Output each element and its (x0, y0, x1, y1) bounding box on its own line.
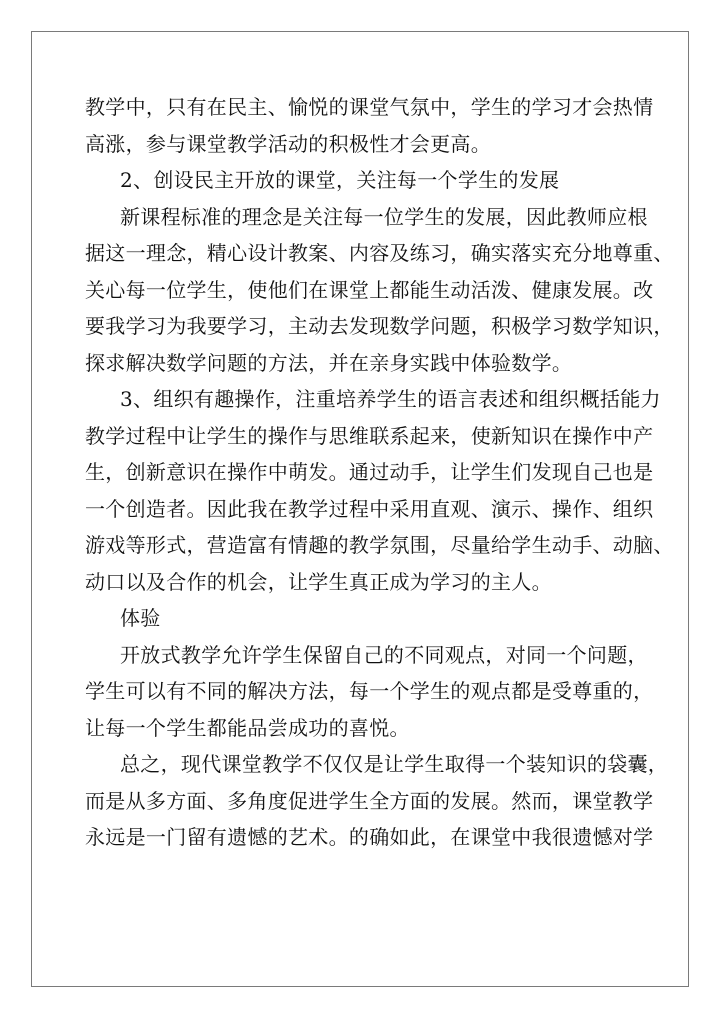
text-line: 高涨，参与课堂教学活动的积极性才会更高。 (85, 131, 491, 156)
text-line: 体验 (120, 606, 161, 630)
document-body (85, 89, 674, 856)
text-line: 游戏等形式，营造富有情趣的教学氛围，尽量给学生动手、动脑、 (85, 533, 674, 557)
text-line: 要我学习为我要学习，主动去发现数学问题，积极学习数学知识， (85, 314, 674, 338)
text-line: 一个创造者。因此我在教学过程中采用直观、演示、操作、组织 (85, 496, 654, 521)
text-line: 关心每一位学生，使他们在课堂上都能生动活泼、健康发展。改 (85, 277, 654, 302)
text-line: 开放式教学允许学生保留自己的不同观点，对同一个问题， (120, 642, 648, 667)
text-line: 动口以及合作的机会，让学生真正成为学习的主人。 (85, 569, 552, 594)
text-line: 总之，现代课堂教学不仅仅是让学生取得一个装知识的袋囊， (120, 752, 669, 776)
text-line: 永远是一门留有遗憾的艺术。的确如此，在课堂中我很遗憾对学 (85, 825, 654, 849)
text-line: 教学中，只有在民主、愉悦的课堂气氛中，学生的学习才会热情 (85, 95, 654, 119)
text-line: 让每一个学生都能品尝成功的喜悦。 (85, 715, 410, 740)
text-line: 3、组织有趣操作，注重培养学生的语言表述和组织概括能力 (120, 387, 661, 411)
text-line: 新课程标准的理念是关注每一位学生的发展，因此教师应根 (120, 204, 648, 229)
text-line: 探求解决数学问题的方法，并在亲身实践中体验数学。 (85, 350, 573, 375)
text-line: 而是从多方面、多角度促进学生全方面的发展。然而，课堂教学 (85, 788, 654, 813)
text-line: 教学过程中让学生的操作与思维联系起来，使新知识在操作中产 (85, 423, 654, 448)
text-line: 据这一理念，精心设计教案、内容及练习，确实落实充分地尊重、 (85, 241, 674, 265)
text-line: 学生可以有不同的解决方法，每一个学生的观点都是受尊重的， (85, 679, 654, 703)
text-line: 2、创设民主开放的课堂，关注每一个学生的发展 (120, 168, 560, 192)
text-line: 生，创新意识在操作中萌发。通过动手，让学生们发现自己也是 (85, 460, 654, 484)
